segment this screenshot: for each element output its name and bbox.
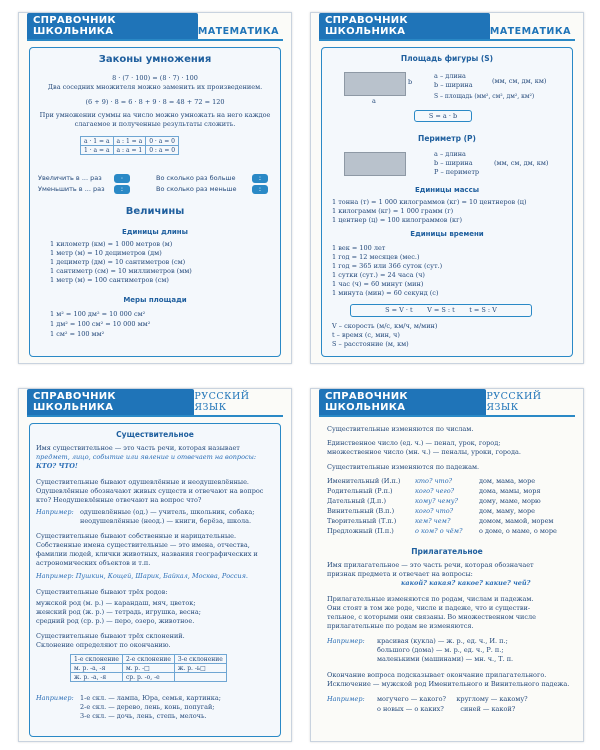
math-page-left <box>18 12 292 364</box>
declension-text: Склонение определяют по окончанию. <box>36 641 171 649</box>
decrease-label: Уменьшить в ... раз <box>38 185 105 193</box>
gender-line: средний род (ср. р.) — перо, озеро, животное. <box>36 617 195 625</box>
ending-example: о новых — о каких? синей — какой? <box>377 705 516 713</box>
decl-head: 2-е склонение <box>122 655 174 664</box>
mult-identity-table <box>80 136 179 155</box>
decl-cell: м. р. -□ <box>122 664 174 673</box>
mult-line: слагаемое и полученные результаты сложить. <box>74 120 236 128</box>
mult-laws-title: Законы умножения <box>98 54 212 65</box>
noun-content-box <box>29 423 281 737</box>
mult-line: (6 + 9) · 8 = 6 · 8 + 9 · 8 = 48 + 72 = 120 <box>85 98 225 106</box>
declension-example: 3-е скл. — дочь, лень, степь, мелочь. <box>80 712 207 720</box>
case-question: кого? чего? <box>415 487 455 495</box>
label-b: b <box>408 78 413 86</box>
case-name: Родительный (Р.п.) <box>327 487 393 495</box>
case-example: о доме, о маме, о море <box>479 527 557 535</box>
animacy-text: Одушевлённые обозначают живых существ и отвечают на вопрос <box>36 487 264 495</box>
s-area: S – площадь (мм², см², дм², км²) <box>434 93 535 100</box>
decl-head: 1-е склонение <box>71 655 123 664</box>
case-question: кто? что? <box>415 477 453 485</box>
russian-page-left <box>18 388 292 742</box>
page-header <box>319 391 575 417</box>
decl-cell: ср. р. -о, -е <box>122 673 174 682</box>
time-line: 1 год = 12 месяцев (мес.) <box>332 253 420 261</box>
declension-text: Существительные бывают трёх склонений. <box>36 632 185 640</box>
brand-label: СПРАВОЧНИК ШКОЛЬНИКА <box>319 13 490 39</box>
case-example: дом, маму, море <box>479 507 536 515</box>
mass-line: 1 килограмм (кг) = 1 000 грамм (г) <box>332 207 454 215</box>
example-label: Например: <box>327 637 365 645</box>
russian-page-right <box>310 388 584 742</box>
ending-text: Исключение — мужской род Именительного и Винительного падежа. <box>327 680 570 688</box>
math-content-box <box>29 47 281 357</box>
proper-example: Например: Пушкин, Кощей, Шарик, Байкал, Москва, Россия. <box>36 572 248 580</box>
length-line: 1 дециметр (дм) = 10 сантиметров (см) <box>50 258 186 266</box>
length-line: 1 сантиметр (см) = 10 миллиметров (мм) <box>50 267 192 275</box>
area-formula: S = a · b <box>414 110 472 122</box>
area-line: 1 дм² = 100 см² = 10 000 мм² <box>50 320 151 328</box>
noun-questions: КТО? ЧТО! <box>36 462 78 470</box>
subject-label: МАТЕМАТИКА <box>197 26 279 37</box>
units-label: (мм, см, дм, км) <box>494 159 549 167</box>
noun-title: Существительное <box>116 430 194 439</box>
page-header <box>27 15 283 41</box>
cell: a · 1 = a <box>81 137 114 146</box>
time-title: Единицы времени <box>410 230 484 238</box>
adjective-text: тельное, с которыми они связаны. Во множественном числе <box>327 613 536 621</box>
units-label: (мм, см, дм, км) <box>492 77 547 85</box>
motion-line: S – расстояние (м, км) <box>332 340 409 348</box>
gender-heading: Существительные бывают трёх родов: <box>36 588 168 596</box>
proper-text: Собственные имена существительные — это имена, отчества, <box>36 541 250 549</box>
page-header <box>319 15 575 41</box>
adjective-example: красивая (кукла) — ж. р., ед. ч., И. п.; <box>377 637 508 645</box>
mult-line: Два соседних множителя можно заменить их произведением. <box>47 83 263 91</box>
brand-label: СПРАВОЧНИК ШКОЛЬНИКА <box>27 13 198 39</box>
length-line: 1 метр (м) = 10 дециметров (дм) <box>50 249 162 257</box>
proper-text: фамилии людей, клички животных, названия географических и <box>36 550 258 558</box>
cell: a : 1 = a <box>113 137 146 146</box>
adjective-text: Они стоят в том же роде, числе и падеже, что и существи- <box>327 604 531 612</box>
perimeter-title: Периметр (P) <box>418 134 476 143</box>
gender-line: мужской род (м. р.) — карандаш, мяч, цветок; <box>36 599 196 607</box>
area-rectangle <box>344 72 406 96</box>
cell: 0 · a = 0 <box>146 137 179 146</box>
animacy-text: Существительные бывают одушевлённые и неодушевлённые. <box>36 478 249 486</box>
mult-line: При умножении суммы на число можно умножать на него каждое <box>39 111 271 119</box>
math-page-right <box>310 12 584 364</box>
adjective-def: Имя прилагательное — это часть речи, которая обозначает <box>327 561 534 569</box>
adjective-example: маленькими (машинами) — мн. ч., Т. п. <box>377 655 514 663</box>
mass-line: 1 центнер (ц) = 100 килограммов (кг) <box>332 216 463 224</box>
mass-line: 1 тонна (т) = 1 000 килограммов (кг) = 10 центнеров (ц) <box>332 198 527 206</box>
gender-line: женский род (ж. р.) — тетрадь, игрушка, весна; <box>36 608 201 616</box>
a-length: a – длина <box>434 72 466 80</box>
decl-cell <box>174 673 226 682</box>
a-length: a – длина <box>434 150 466 158</box>
example-label: Например: <box>36 694 74 702</box>
area-line: 1 м² = 100 дм² = 10 000 см² <box>50 310 146 318</box>
page-header <box>27 391 283 417</box>
time-line: 1 сутки (сут.) = 24 часа (ч) <box>332 271 425 279</box>
subject-label: РУССКИЙ ЯЗЫК <box>194 391 250 413</box>
case-name: Именительный (И.п.) <box>327 477 401 485</box>
length-line: 1 километр (км) = 1 000 метров (м) <box>50 240 173 248</box>
how-less-op: : <box>252 185 268 194</box>
how-more-label: Во сколько раз больше <box>156 174 236 182</box>
subject-label: МАТЕМАТИКА <box>489 26 571 37</box>
area-line: 1 см² = 100 мм² <box>50 330 105 338</box>
decl-cell: м. р. -а, -я <box>71 664 123 673</box>
declension-table <box>70 654 227 682</box>
figure-area-title: Площадь фигуры (S) <box>400 54 494 63</box>
brand-label: СПРАВОЧНИК ШКОЛЬНИКА <box>319 389 486 415</box>
perimeter-rectangle <box>344 152 406 176</box>
decrease-op: : <box>114 185 130 194</box>
adjective-title: Прилагательное <box>411 547 483 556</box>
noun-def: предмет, лицо, событие или явление и отвечает на вопросы: <box>36 453 257 461</box>
time-line: 1 год = 365 или 366 суток (сут.) <box>332 262 443 270</box>
ending-text: Окончание вопроса подсказывает окончание прилагательного. <box>327 671 547 679</box>
b-width: b – ширина <box>434 81 473 89</box>
motion-formula: S = V · t V = S : t t = S : V <box>350 304 532 317</box>
case-name: Винительный (В.п.) <box>327 507 395 515</box>
how-less-label: Во сколько раз меньше <box>156 185 237 193</box>
cell: a : a = 1 <box>113 146 146 155</box>
case-name: Дательный (Д.п.) <box>327 497 386 505</box>
case-question: кем? чем? <box>415 517 451 525</box>
example-label: Например: <box>327 695 365 703</box>
decl-cell: ж. р. -а, -я <box>71 673 123 682</box>
subject-label: РУССКИЙ ЯЗЫК <box>486 391 542 413</box>
time-line: 1 минута (мин) = 60 секунд (с) <box>332 289 439 297</box>
case-question: кому? чему? <box>415 497 459 505</box>
declension-example: 2-е скл. — дерево, лень, конь, попугай; <box>80 703 215 711</box>
adjective-questions: какой? какая? какое? какие? чей? <box>401 579 531 587</box>
cell: 0 : a = 0 <box>146 146 179 155</box>
case-example: дом, мама, море <box>479 477 536 485</box>
case-name: Предложный (П.п.) <box>327 527 394 535</box>
b-width: b – ширина <box>434 159 473 167</box>
increase-op: · <box>114 174 130 183</box>
area-units-title: Меры площади <box>123 296 187 304</box>
case-example: дому, маме, морю <box>479 497 541 505</box>
case-name: Творительный (Т.п.) <box>327 517 397 525</box>
case-question: о ком? о чём? <box>415 527 463 535</box>
case-heading: Существительные изменяются по падежам. <box>327 463 480 471</box>
declension-example: 1-е скл. — лампа, Юра, семья, картинка; <box>80 694 221 702</box>
how-more-op: : <box>252 174 268 183</box>
case-question: кого? что? <box>415 507 454 515</box>
brand-label: СПРАВОЧНИК ШКОЛЬНИКА <box>27 389 194 415</box>
time-line: 1 век = 100 лет <box>332 244 386 252</box>
decl-head: 3-е склонение <box>174 655 226 664</box>
increase-label: Увеличить в ... раз <box>38 174 102 182</box>
number-line: Единственное число (ед. ч.) — пенал, урок, город; <box>327 439 501 447</box>
cell: 1 · a = a <box>81 146 114 155</box>
example-label: Например: <box>36 508 74 516</box>
adjective-text: прилагательные по родам не изменяются. <box>327 622 474 630</box>
motion-line: V – скорость (м/с, км/ч, м/мин) <box>332 322 438 330</box>
animacy-text: кто? Неодушевлённые отвечают на вопрос что? <box>36 496 202 504</box>
adjective-def: признак предмета и отвечает на вопросы: <box>327 570 473 578</box>
case-example: домом, мамой, морем <box>479 517 554 525</box>
adjective-example: большого (дома) — м. р., ед. ч., Р. п.; <box>377 646 504 654</box>
number-heading: Существительные изменяются по числам. <box>327 425 474 433</box>
length-units-title: Единицы длины <box>122 228 188 236</box>
ending-example: могучего — какого? круглому — какому? <box>377 695 528 703</box>
adjective-text: Прилагательные изменяются по родам, числам и падежам. <box>327 595 534 603</box>
p-perimeter: P – периметр <box>434 168 480 176</box>
label-a: a <box>372 97 376 105</box>
proper-text: астрономических объектов и т.п. <box>36 559 151 567</box>
number-line: множественное число (мн. ч.) — пеналы, уроки, города. <box>327 448 521 456</box>
time-line: 1 час (ч) = 60 минут (мин) <box>332 280 424 288</box>
length-line: 1 метр (м) = 100 сантиметров (см) <box>50 276 169 284</box>
mult-line: 8 · (7 · 100) = (8 · 7) · 100 <box>112 74 198 82</box>
mass-title: Единицы массы <box>414 186 480 194</box>
quantities-title: Величины <box>125 206 185 217</box>
motion-line: t – время (с, мин, ч) <box>332 331 400 339</box>
decl-cell: ж. р. -ь□ <box>174 664 226 673</box>
example-text: одушевлённые (од.) — учитель, школьник, собака; <box>80 508 255 516</box>
case-example: дома, мамы, моря <box>479 487 541 495</box>
noun-def: Имя существительное — это часть речи, которая называет <box>36 444 240 452</box>
example-text: неодушевлённые (неод.) — книги, берёза, школа. <box>80 517 252 525</box>
math2-content-box <box>321 47 573 357</box>
proper-text: Существительные бывают собственные и нарицательные. <box>36 532 237 540</box>
